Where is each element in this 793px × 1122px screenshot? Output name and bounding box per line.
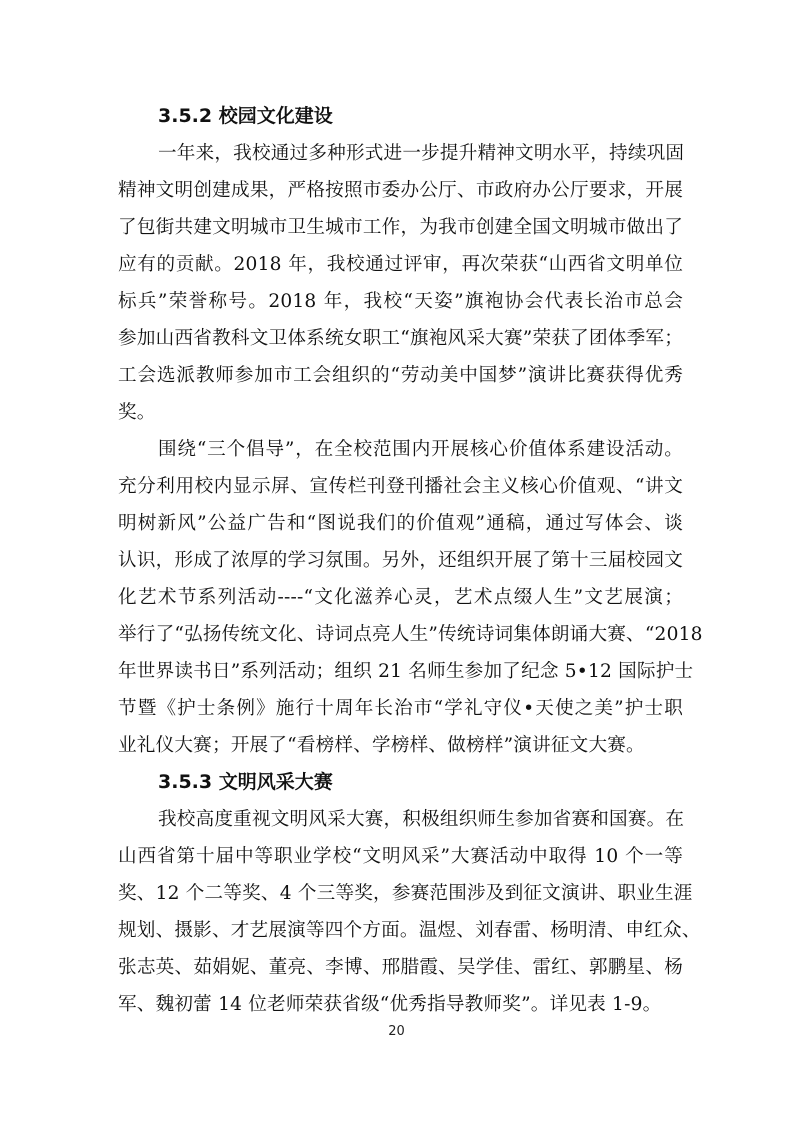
text-line: 化艺术节系列活动----“文化滋养心灵，艺术点缀人生”文艺展演；	[118, 587, 683, 608]
text-line: 我校高度重视文明风采大赛，积极组织师生参加省赛和国赛。在	[158, 809, 685, 830]
text-line: 规划、摄影、才艺展演等四个方面。温煜、刘春雷、杨明清、申红众、	[118, 920, 701, 941]
text-line: 一年来，我校通过多种形式进一步提升精神文明水平，持续巩固	[158, 143, 685, 164]
text-line: 应有的贡献。2018 年，我校通过评审，再次荣获“山西省文明单位	[118, 254, 683, 275]
text-line: 军、魏初蕾 14 位老师荣获省级“优秀指导教师奖”。详见表 1-9。	[118, 994, 662, 1015]
text-line: 张志英、茹娟妮、董亮、李博、邢腊霞、吴学佳、雷红、郭鹏星、杨	[118, 957, 683, 978]
paragraph	[118, 135, 683, 431]
text-line: 围绕“三个倡导”，在全校范围内开展核心价值体系建设活动。	[158, 439, 683, 460]
paragraph	[118, 431, 703, 764]
text-line: 充分利用校内显示屏、宣传栏刊登刊播社会主义核心价值观、“讲文	[118, 476, 683, 497]
text-line: 年世界读书日”系列活动；组织 21 名师生参加了纪念 5•12 国际护士	[118, 661, 694, 682]
text-line: 业礼仪大赛；开展了“看榜样、学榜样、做榜样”演讲征文大赛。	[118, 735, 645, 756]
text-line: 认识，形成了浓厚的学习氛围。另外，还组织开展了第十三届校园文	[118, 550, 683, 571]
text-line: 奖、12 个二等奖、4 个三等奖，参赛范围涉及到征文演讲、职业生涯	[118, 883, 693, 904]
document-body	[118, 98, 703, 1023]
text-line: 参加山西省教科文卫体系统女职工“旗袍风采大赛”荣获了团体季军；	[118, 328, 683, 349]
paragraph	[118, 801, 701, 1023]
page-number: 20	[388, 1024, 405, 1039]
text-line: 节暨《护士条例》施行十周年长治市“学礼守仪•天使之美”护士职	[118, 698, 683, 719]
text-line: 标兵”荣誉称号。2018 年，我校“天姿”旗袍协会代表长治市总会	[118, 291, 683, 312]
text-line: 山西省第十届中等职业学校“文明风采”大赛活动中取得 10 个一等	[118, 846, 683, 867]
text-line: 举行了“弘扬传统文化、诗词点亮人生”传统诗词集体朗诵大赛、“2018	[118, 624, 703, 645]
text-line: 精神文明创建成果，严格按照市委办公厅、市政府办公厅要求，开展	[118, 180, 683, 201]
text-line: 工会选派教师参加市工会组织的“劳动美中国梦”演讲比赛获得优秀	[118, 365, 683, 386]
section-heading: 3.5.2 校园文化建设	[158, 105, 333, 127]
section-heading: 3.5.3 文明风采大赛	[158, 771, 333, 793]
text-line: 了包街共建文明城市卫生城市工作，为我市创建全国文明城市做出了	[118, 217, 683, 238]
text-line: 明树新风”公益广告和“图说我们的价值观”通稿，通过写体会、谈	[118, 513, 683, 534]
text-line: 奖。	[118, 402, 156, 423]
